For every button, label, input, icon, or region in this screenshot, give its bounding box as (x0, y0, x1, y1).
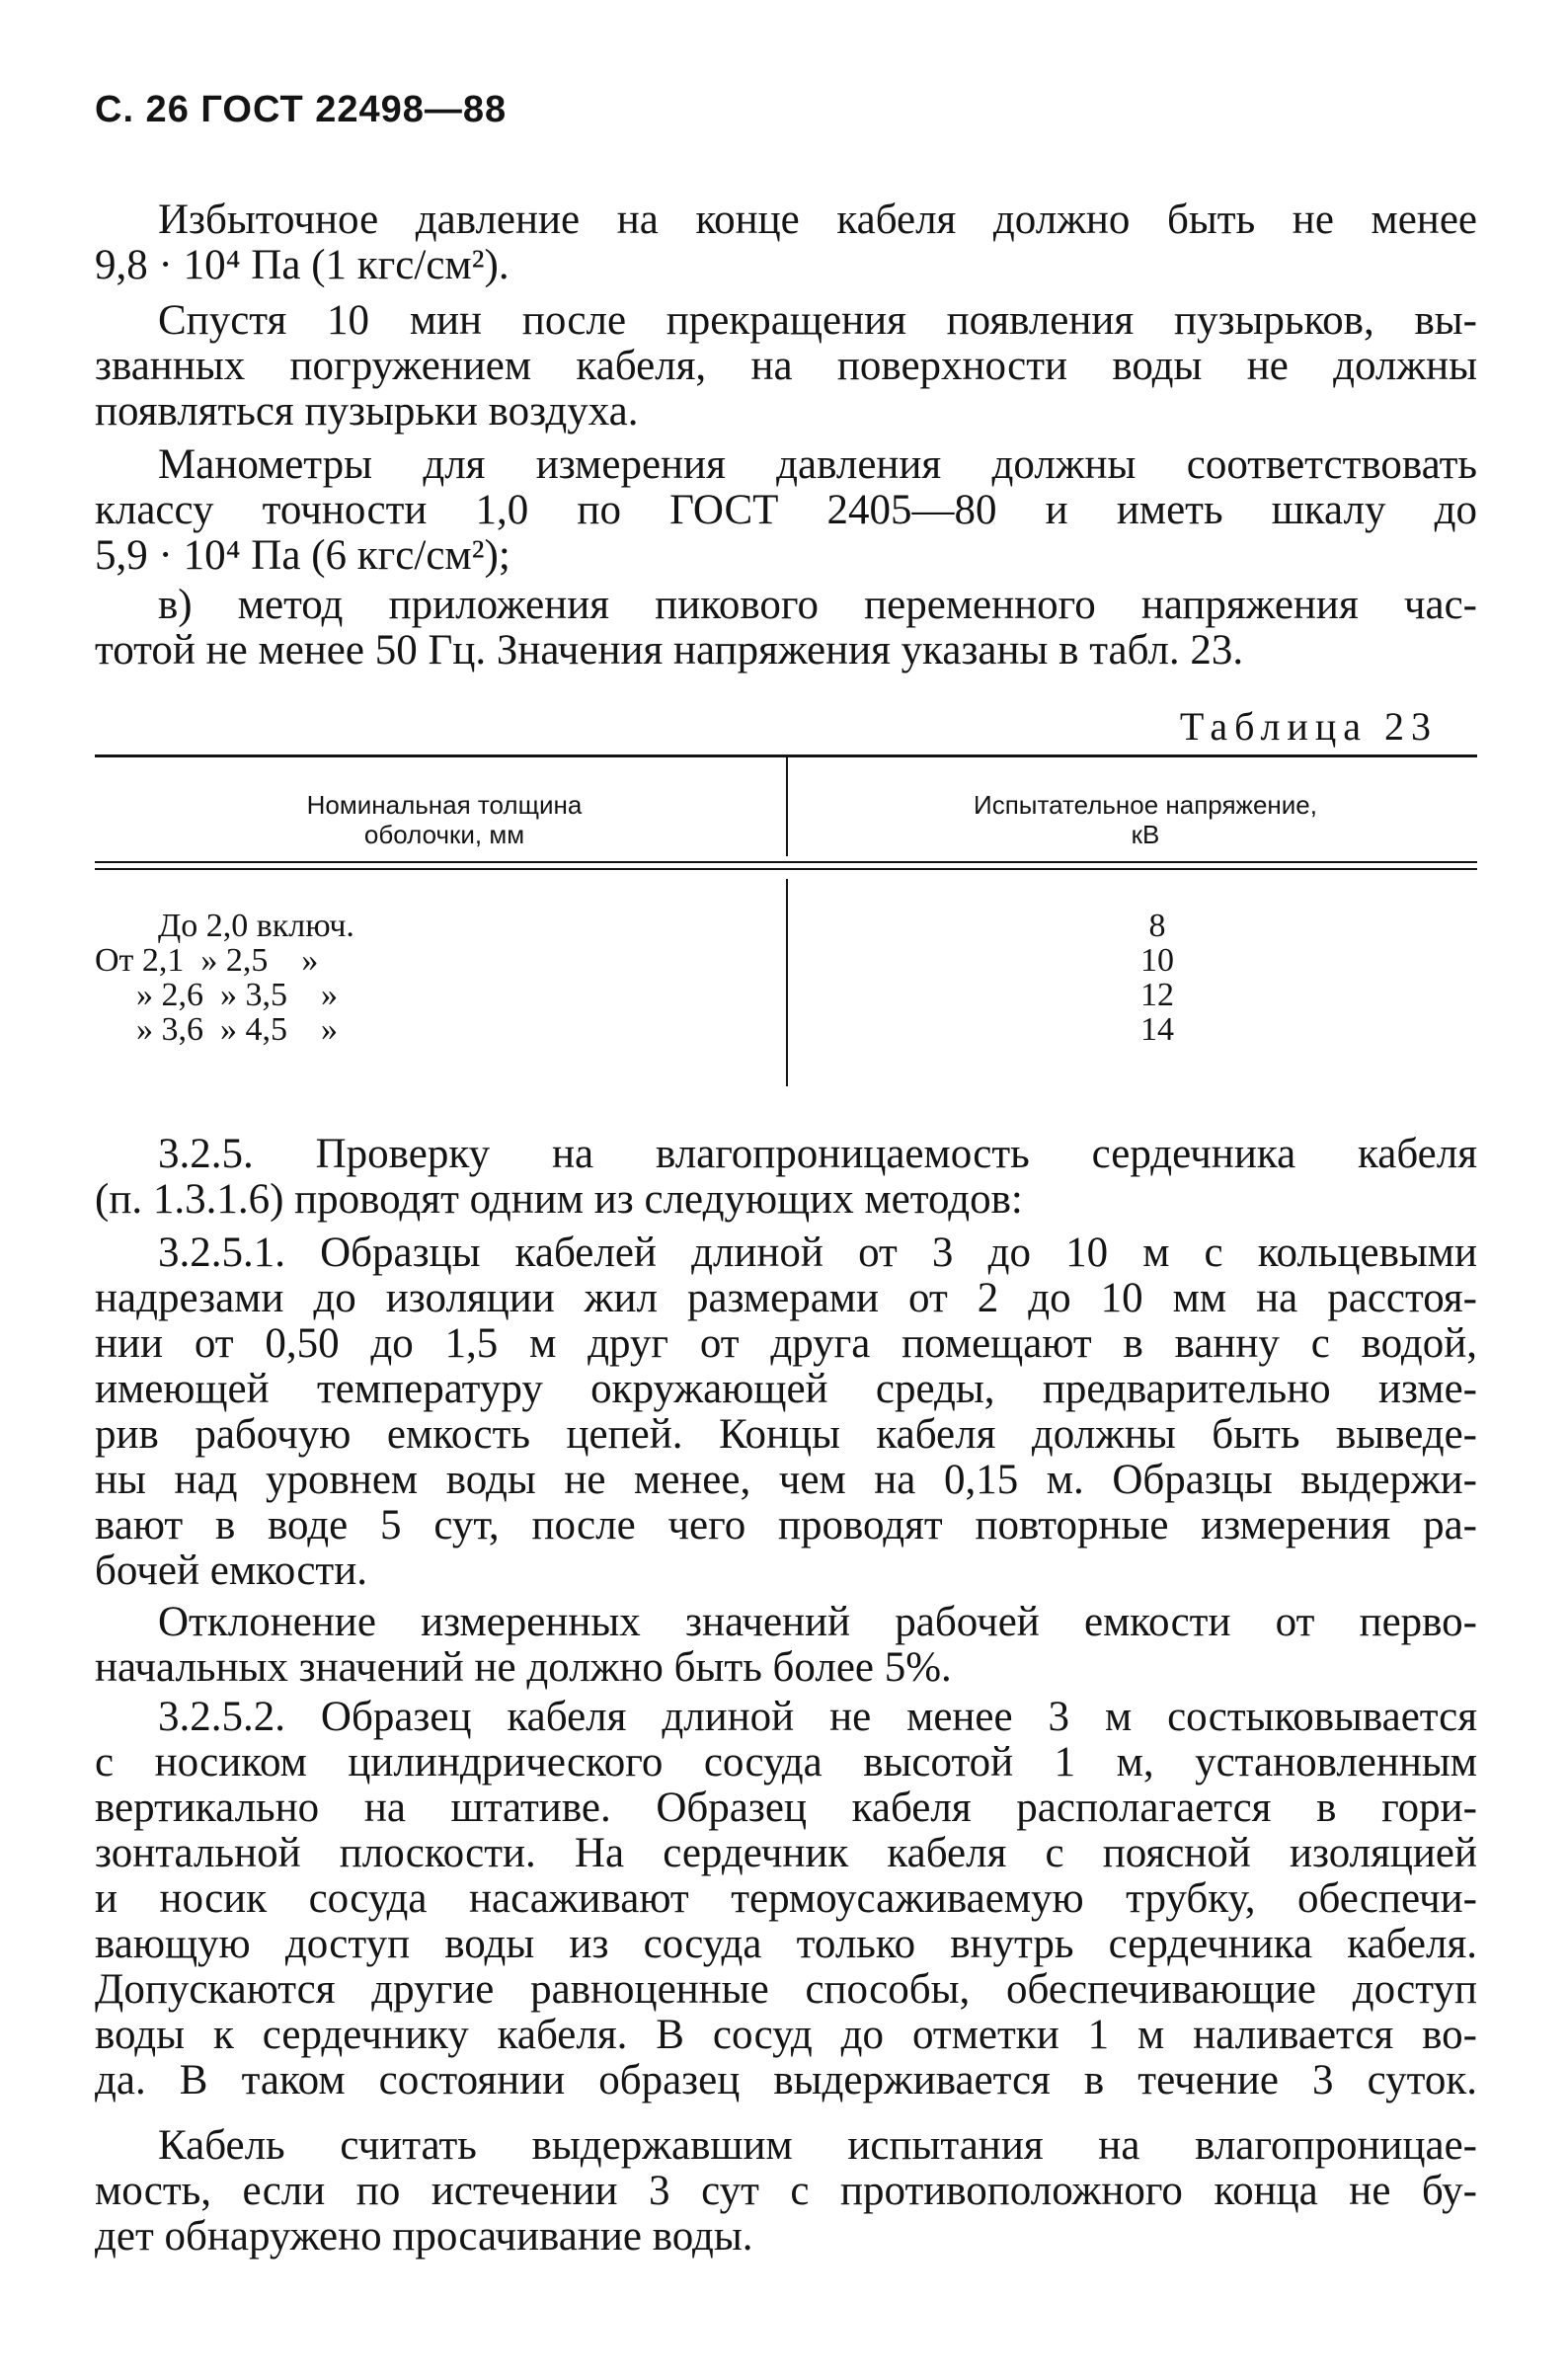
text-line: вающую доступ воды из сосуда только внутрь сердечника кабеля. (95, 1921, 1477, 1967)
text-line: 3.2.5. Проверку на влагопроницаемость сердечника кабеля (158, 1131, 1477, 1177)
page-header: С. 26 ГОСТ 22498—88 (95, 89, 508, 130)
text-line: имеющей температуру окружающей среды, предварительно изме- (95, 1366, 1477, 1412)
paragraph-pressure (95, 198, 1477, 288)
text-line: Допускаются другие равноценные способы, обеспечивающие доступ (95, 1966, 1477, 2013)
table-cell-voltage: 12 (1140, 977, 1174, 1013)
text-line: бочей емкости. (95, 1547, 367, 1594)
text-line: Манометры для измерения давления должны соответствовать (158, 441, 1477, 488)
table-caption: Таблица 23 (1179, 704, 1438, 749)
text-line: тотой не менее 50 Гц. Значения напряжения указаны в табл. 23. (95, 627, 1244, 674)
text-line: вертикально на штативе. Образец кабеля располагается в гори- (95, 1785, 1477, 1831)
text-line: 9,8 · 10⁴ Па (1 кгс/см²). (95, 242, 510, 288)
text-line: воды к сердечнику кабеля. В сосуд до отметки 1 м наливается во- (95, 2012, 1477, 2058)
text-line: нии от 0,50 до 1,5 м друг от друга помещают в ванну с водой, (95, 1320, 1477, 1367)
paragraph-manometers (95, 442, 1477, 579)
header-line: оболочки, мм (363, 820, 525, 849)
paragraph-3-2-5-1 (95, 1230, 1477, 1594)
text-line: Кабель считать выдержавшим испытания на влагопроницае- (158, 2122, 1477, 2169)
text-line: и носик сосуда насаживают термоусаживаемую трубку, обеспечи- (95, 1875, 1477, 1922)
text-line: дет обнаружено просачивание воды. (95, 2213, 753, 2260)
table-header-voltage (869, 790, 1422, 849)
text-line: званных погружением кабеля, на поверхности воды не должны (95, 343, 1477, 389)
text-line: начальных значений не должно быть более 5%. (95, 1644, 952, 1691)
text-line: с носиком цилиндрического сосуда высотой 1 м, установленным (95, 1739, 1477, 1785)
header-line: Номинальная толщина (306, 790, 583, 820)
text-line: 3.2.5.1. Образцы кабелей длиной от 3 до 10 м с кольцевыми (158, 1230, 1477, 1276)
text-line: зонтальной плоскости. На сердечник кабеля с поясной изоляцией (95, 1830, 1477, 1876)
text-line: 3.2.5.2. Образец кабеля длиной не менее 3 м состыковывается (158, 1694, 1477, 1740)
text-line: Отклонение измеренных значений рабочей емкости от перво- (158, 1599, 1477, 1645)
text-line: мость, если по истечении 3 сут с противоположного конца не бу- (95, 2168, 1477, 2214)
table-cell-thickness: » 2,6 » 3,5 » (136, 977, 338, 1013)
paragraph-bubbles (95, 298, 1477, 435)
text-line: вают в воде 5 сут, после чего проводят повторные измерения ра- (95, 1502, 1477, 1548)
table-cell-voltage: 8 (1148, 908, 1166, 944)
text-line: да. В таком состоянии образец выдерживается в течение 3 суток. (95, 2057, 1477, 2103)
table-cell-voltage: 10 (1140, 942, 1174, 979)
paragraph-3-2-5 (95, 1132, 1477, 1223)
text-line: надрезами до изоляции жил размерами от 2 до 10 мм на расстоя- (95, 1275, 1477, 1321)
text-line: появляться пузырьки воздуха. (95, 388, 639, 435)
table-cell-thickness: До 2,0 включ. (158, 908, 354, 944)
table-cell-thickness: » 3,6 » 4,5 » (136, 1011, 338, 1048)
header-line: Испытательное напряжение, (974, 790, 1317, 820)
paragraph-conclusion (95, 2123, 1477, 2260)
text-line: (п. 1.3.1.6) проводят одним из следующих методов: (95, 1176, 1023, 1223)
text-line: Спустя 10 мин после прекращения появления пузырьков, вы- (158, 297, 1477, 344)
text-line: ны над уровнем воды не менее, чем на 0,15 м. Образцы выдержи- (95, 1457, 1477, 1503)
table-body-divider (786, 879, 788, 1086)
text-line: 5,9 · 10⁴ Па (6 кгс/см²); (95, 532, 510, 579)
table-header-rule-1 (95, 861, 1477, 863)
table-cell-voltage: 14 (1140, 1011, 1174, 1048)
paragraph-method-v (95, 583, 1477, 674)
table-cell-thickness: От 2,1 » 2,5 » (95, 942, 319, 979)
table-header-divider (786, 757, 788, 856)
text-line: классу точности 1,0 по ГОСТ 2405—80 и иметь шкалу до (95, 487, 1477, 533)
table-header-thickness (168, 790, 721, 849)
paragraph-deviation (95, 1600, 1477, 1691)
paragraph-3-2-5-2 (95, 1695, 1477, 2103)
table-header-rule-2 (95, 868, 1477, 870)
text-line: рив рабочую емкость цепей. Концы кабеля должны быть выведе- (95, 1411, 1477, 1458)
text-line: Избыточное давление на конце кабеля должно быть не менее (158, 197, 1477, 243)
text-line: в) метод приложения пикового переменного напряжения час- (158, 582, 1477, 628)
header-line: кВ (1131, 820, 1160, 849)
